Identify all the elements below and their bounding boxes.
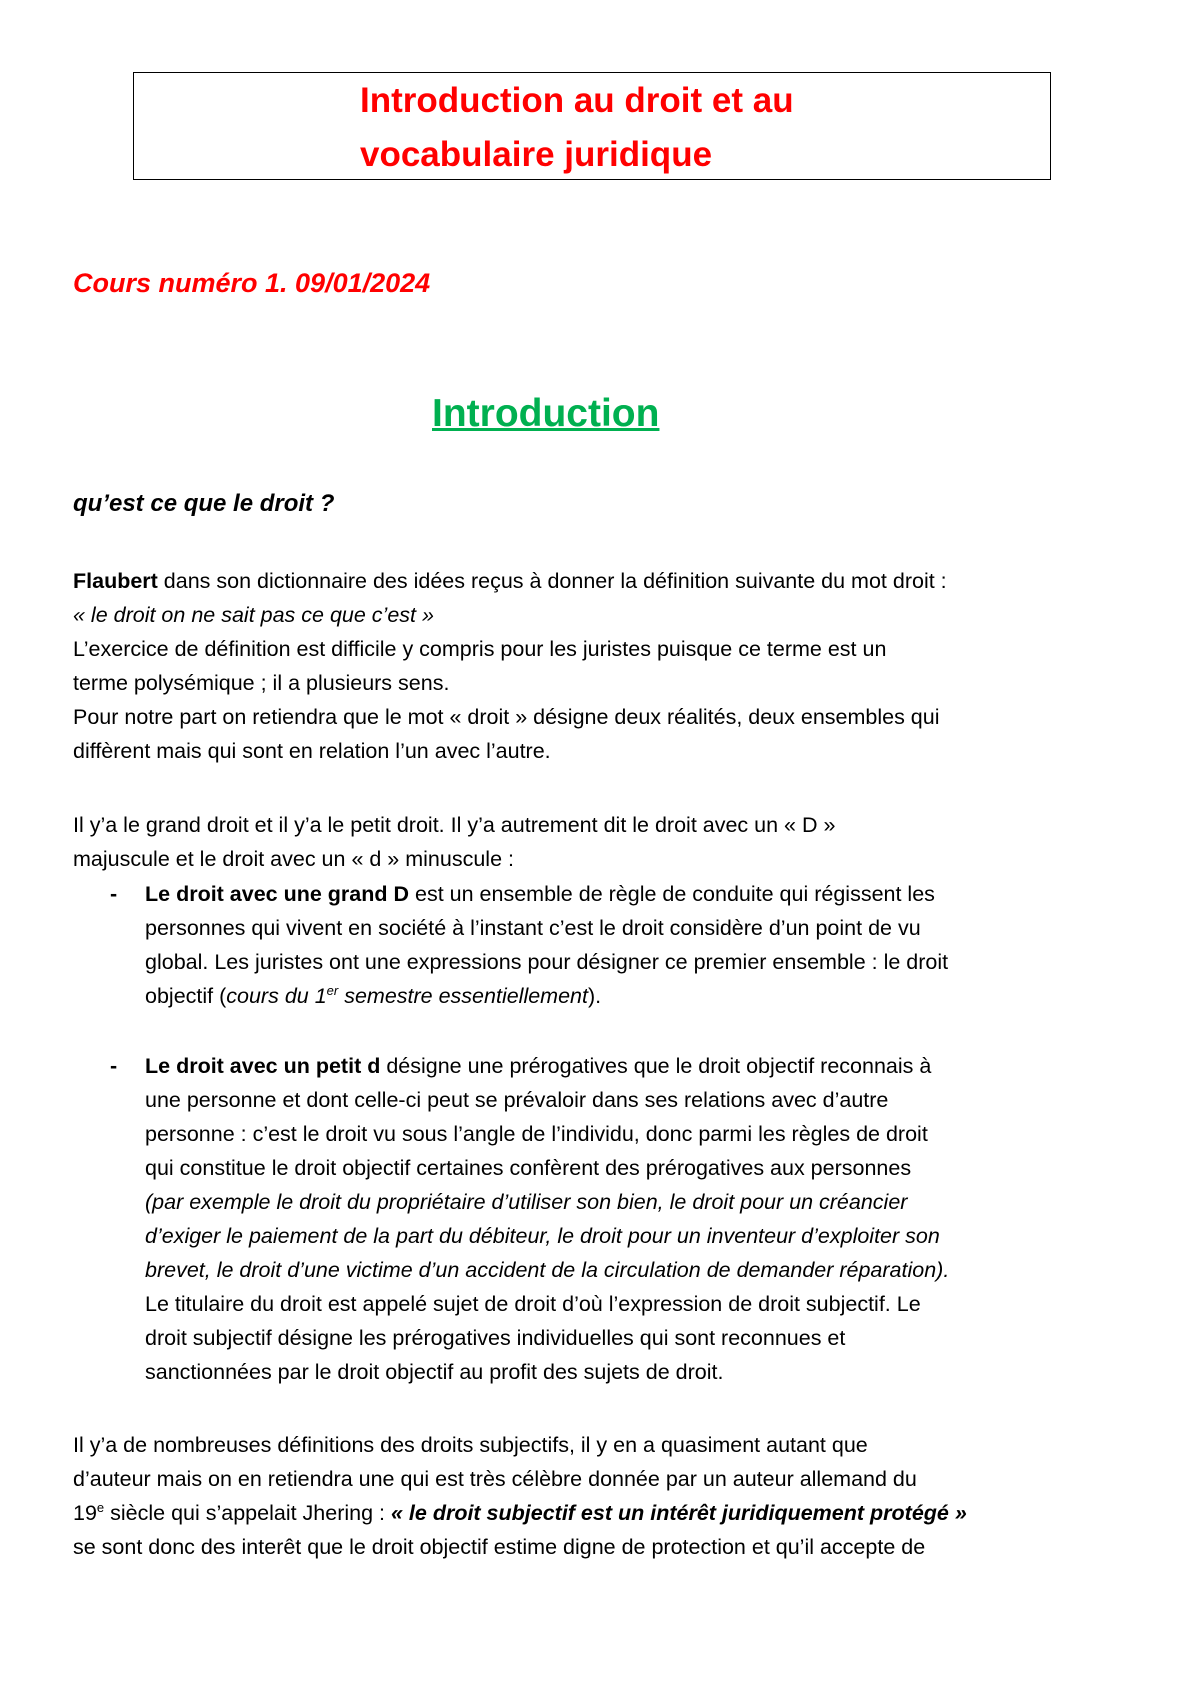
flaubert-quote: « le droit on ne sait pas ce que c’est » [73, 603, 434, 627]
paragraph-line: Pour notre part on retiendra que le mot « droit » désigne deux réalités, deux ensembles qui [73, 705, 940, 729]
paragraph-line: se sont donc des interêt que le droit objectif estime digne de protection et qu’il accepte de [73, 1535, 926, 1559]
text-span: 19 [73, 1501, 97, 1525]
bullet-line: global. Les juristes ont une expressions pour désigner ce premier ensemble : le droit [145, 950, 949, 974]
bullet-line [145, 877, 935, 911]
paragraph-line: terme polysémique ; il a plusieurs sens. [73, 671, 450, 695]
bullet-line: d’exiger le paiement de la part du débiteur, le droit pour un inventeur d’exploiter son [145, 1224, 940, 1248]
course-number-date: Cours numéro 1. 09/01/2024 [73, 268, 431, 298]
bullet-line: (par exemple le droit du propriétaire d’utiliser son bien, le droit pour un créancier [145, 1190, 908, 1214]
bullet-dash: - [110, 882, 118, 906]
paragraph-line: majuscule et le droit avec un « d » minuscule : [73, 847, 514, 871]
superscript: e [96, 1499, 105, 1515]
text-span: objectif ( [145, 984, 227, 1008]
text-span: semestre essentiellement [338, 984, 588, 1008]
bullet-dash: - [110, 1054, 118, 1078]
text-span: dans son dictionnaire des idées reçus à donner la définition suivante du mot droit : [157, 569, 947, 593]
paragraph-line: d’auteur mais on en retiendra une qui est très célèbre donnée par un auteur allemand du [73, 1467, 917, 1491]
flaubert-name: Flaubert [73, 569, 158, 593]
text-span: désigne une prérogatives que le droit objectif reconnais à [380, 1054, 932, 1078]
bullet-line: personne : c’est le droit vu sous l’angle de l’individu, donc parmi les règles de droit [145, 1122, 928, 1146]
text-span: ). [587, 984, 602, 1008]
paragraph-line: diffèrent mais qui sont en relation l’un avec l’autre. [73, 739, 551, 763]
paragraph-line [73, 564, 947, 598]
bullet-bold-term: Le droit avec un petit d [145, 1054, 381, 1078]
bullet-line: sanctionnées par le droit objectif au profit des sujets de droit. [145, 1360, 724, 1384]
question-heading: qu’est ce que le droit ? [73, 490, 335, 517]
text-span: est un ensemble de règle de conduite qui régissent les [409, 882, 935, 906]
document-title-line-2: vocabulaire juridique [360, 135, 713, 174]
jhering-quote: « le droit subjectif est un intérêt juridiquement protégé » [390, 1501, 967, 1525]
bullet-line [145, 1049, 931, 1083]
bullet-line: droit subjectif désigne les prérogatives individuelles qui sont reconnues et [145, 1326, 846, 1350]
title-box [133, 72, 1051, 180]
bullet-line: qui constitue le droit objectif certaines confèrent des prérogatives aux personnes [145, 1156, 912, 1180]
paragraph-line: Il y’a le grand droit et il y’a le petit droit. Il y’a autrement dit le droit avec un « D » [73, 813, 836, 837]
bullet-line: une personne et dont celle-ci peut se prévaloir dans ses relations avec d’autre [145, 1088, 889, 1112]
bullet-line [145, 979, 601, 1013]
bullet-line: Le titulaire du droit est appelé sujet de droit d’où l’expression de droit subjectif. Le [145, 1292, 921, 1316]
paragraph-line [73, 1496, 967, 1530]
bullet-line: brevet, le droit d’une victime d’un accident de la circulation de demander réparation). [145, 1258, 950, 1282]
paragraph-line: Il y’a de nombreuses définitions des droits subjectifs, il y en a quasiment autant que [73, 1433, 868, 1457]
section-heading: Introduction [432, 392, 660, 435]
bullet-bold-term: Le droit avec une grand D [145, 882, 410, 906]
text-span: cours du 1 [226, 984, 327, 1008]
bullet-line: personnes qui vivent en société à l’instant c’est le droit considère d’un point de vu [145, 916, 921, 940]
paragraph-line: L’exercice de définition est difficile y compris pour les juristes puisque ce terme est un [73, 637, 887, 661]
document-title-line-1: Introduction au droit et au [360, 81, 794, 120]
text-span: siècle qui s’appelait Jhering : [104, 1501, 391, 1525]
superscript: er [326, 982, 339, 998]
